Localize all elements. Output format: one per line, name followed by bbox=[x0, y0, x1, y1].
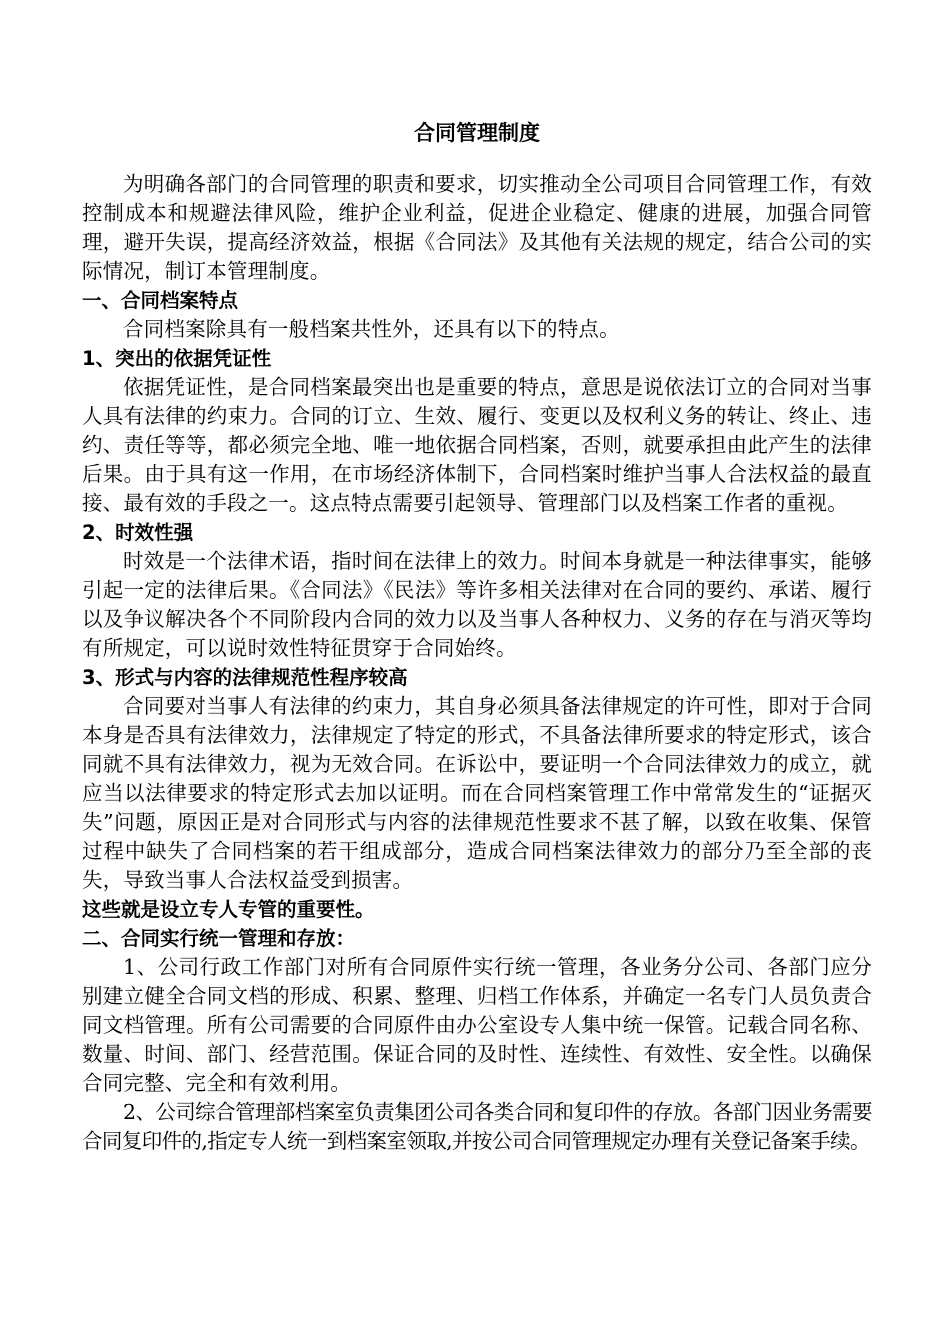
item-3-body: 合同要对当事人有法律的约束力，其自身必须具备法律规定的许可性，即对于合同本身是否具有法律效力，法律规定了特定的形式，不具备法律所要求的特定形式，该合同就不具有法律效力，视为无效合同。在诉讼中，要证明一个合同法律效力的成立，就应当以法律要求的特定形式去加以证明。而在合同档案管理工作中常常发生的“证据灭失”问题，原因正是对合同形式与内容的法律规范性要求不甚了解，以致在收集、保管过程中缺失了合同档案的若干组成部分，造成合同档案法律效力的部分乃至全部的丧失，导致当事人合法权益受到损害。 bbox=[82, 694, 872, 892]
item-1-heading: 1、突出的依据凭证性 bbox=[82, 347, 272, 370]
section-2-heading: 二、合同实行统一管理和存放： bbox=[82, 927, 356, 950]
section-2-paragraph-1: 1、公司行政工作部门对所有合同原件实行统一管理，各业务分公司、各部门应分别建立健全合同文档的形成、积累、整理、归档工作体系，并确定一名专门人员负责合同文档管理。所有公司需要的合同原件由办公室设专人集中统一保管。记载合同名称、数量、时间、部门、经营范围。保证合同的及时性、连续性、有效性、安全性。以确保合同完整、完全和有效利用。 bbox=[82, 955, 872, 1095]
item-3-heading: 3、形式与内容的法律规范性程序较高 bbox=[82, 666, 408, 689]
item-2-body: 时效是一个法律术语，指时间在法律上的效力。时间本身就是一种法律事实，能够引起一定的法律后果。《合同法》《民法》等许多相关法律对在合同的要约、承诺、履行以及争议解决各个不同阶段内合同的效力以及当事人各种权力、义务的存在与消灭等均有所规定，可以说时效性特征贯穿于合同始终。 bbox=[82, 549, 872, 660]
section-1-heading: 一、合同档案特点 bbox=[82, 289, 239, 312]
section-1-lead: 合同档案除具有一般档案共性外，还具有以下的特点。 bbox=[123, 317, 620, 341]
section-2-paragraph-2: 2、公司综合管理部档案室负责集团公司各类合同和复印件的存放。各部门因业务需要合同复印件的,指定专人统一到档案室领取,并按公司合同管理规定办理有关登记备案手续。 bbox=[82, 1100, 872, 1153]
intro-paragraph: 为明确各部门的合同管理的职责和要求，切实推动全公司项目合同管理工作，有效控制成本和规避法律风险，维护企业利益，促进企业稳定、健康的进展，加强合同管理，避开失误，提高经济效益，根据《合同法》及其他有关法规的规定，结合公司的实际情况，制订本管理制度。 bbox=[82, 172, 872, 283]
item-1-body: 依据凭证性，是合同档案最突出也是重要的特点，意思是说依法订立的合同对当事人具有法律的约束力。合同的订立、生效、履行、变更以及权利义务的转让、终止、违约、责任等等，都必须完全地、唯一地依据合同档案，否则，就要承担由此产生的法律后果。由于具有这一作用，在市场经济体制下，合同档案时维护当事人合法权益的最直接、最有效的手段之一。这点特点需要引起领导、管理部门以及档案工作者的重视。 bbox=[82, 375, 872, 515]
document-title: 合同管理制度 bbox=[414, 121, 540, 145]
document-page bbox=[82, 118, 872, 1156]
emphasis-line: 这些就是设立专人专管的重要性。 bbox=[82, 898, 375, 921]
item-2-heading: 2、时效性强 bbox=[82, 521, 194, 544]
